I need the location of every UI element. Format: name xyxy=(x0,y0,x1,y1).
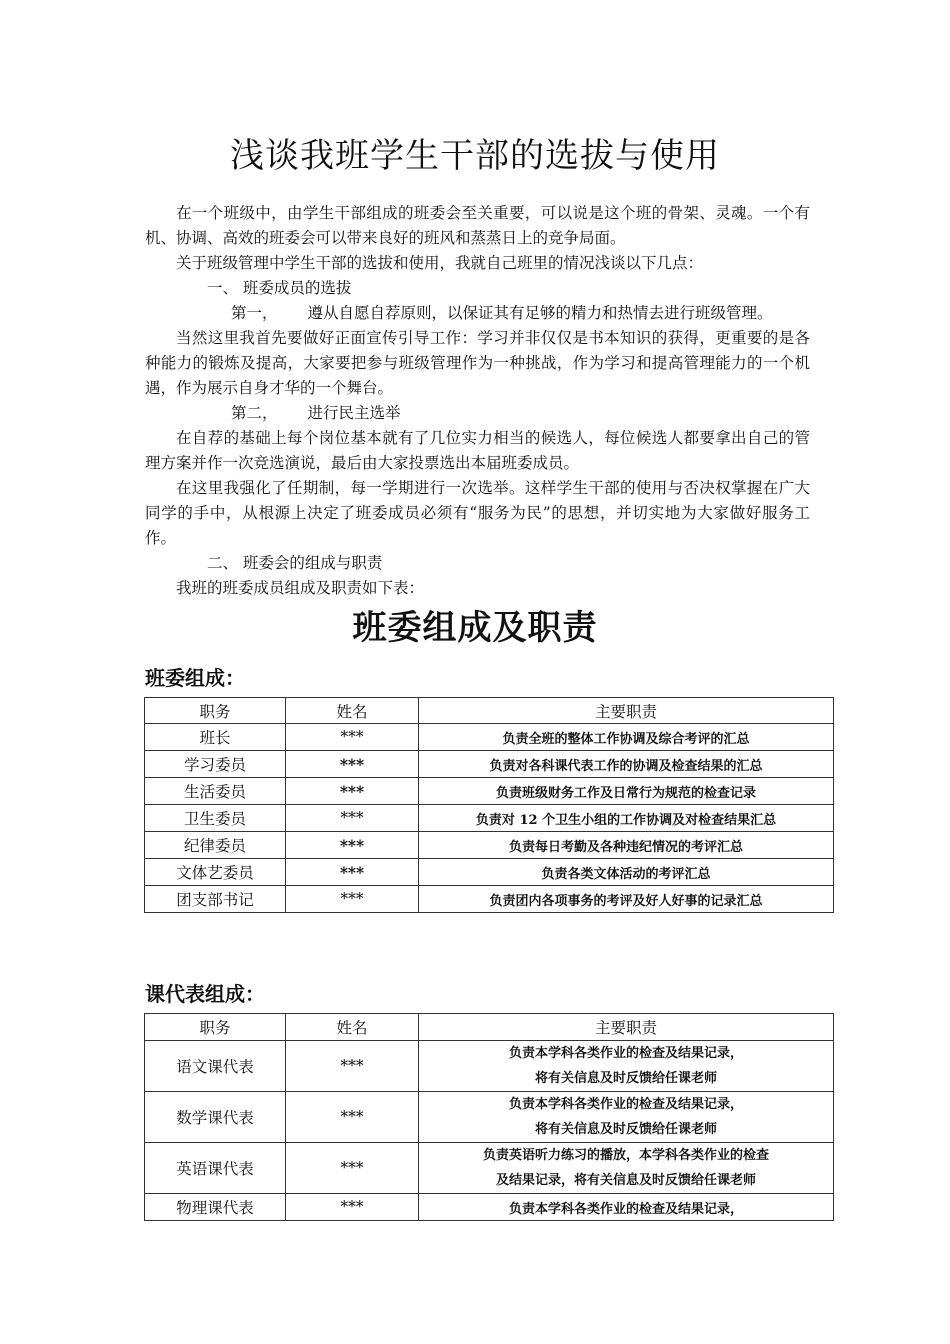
reps-header-duty: 主要职责 xyxy=(419,1014,834,1041)
section-title: 班委组成及职责 xyxy=(352,608,598,648)
role-cell: 纪律委员 xyxy=(145,832,286,859)
committee-heading: 班委组成： xyxy=(145,666,245,690)
point-first-label: 第一， xyxy=(231,304,278,322)
table-row xyxy=(145,1092,834,1143)
reps-table xyxy=(144,1013,834,1221)
paragraph-table-intro: 我班的班委成员组成及职责如下表： xyxy=(176,579,425,597)
duty-line: 负责本学科各类作业的检查及结果记录， xyxy=(508,1097,743,1112)
table-row xyxy=(145,751,834,778)
role-cell: 英语课代表 xyxy=(145,1143,286,1194)
paragraph-term: 在这里我强化了任期制，每一学期进行一次选举。这样学生干部的使用与否决权掌握在广大同学的手中，从根源上决定了班委成员必须有“服务为民”的思想，并切实地为大家做好服务工作。 xyxy=(145,479,810,547)
duty-cell: 负责对 12 个卫生小组的工作协调及对检查结果汇总 xyxy=(419,805,834,832)
duty-line: 及结果记录，将有关信息及时反馈给任课老师 xyxy=(495,1173,756,1188)
table-row xyxy=(145,1041,834,1092)
table-row xyxy=(145,832,834,859)
name-cell: *** xyxy=(286,859,419,886)
name-cell: *** xyxy=(286,1092,419,1143)
table-row xyxy=(145,724,834,751)
committee-table xyxy=(144,697,834,913)
duty-cell: 负责各类文体活动的考评汇总 xyxy=(419,859,834,886)
name-cell: *** xyxy=(286,1194,419,1221)
section-heading-1: 一、 班委成员的选拔 xyxy=(207,279,352,297)
role-cell: 班长 xyxy=(145,724,286,751)
role-cell: 文体艺委员 xyxy=(145,859,286,886)
role-cell: 学习委员 xyxy=(145,751,286,778)
table-row xyxy=(145,1143,834,1194)
duty-cell: 负责全班的整体工作协调及综合考评的汇总 xyxy=(419,724,834,751)
role-cell: 卫生委员 xyxy=(145,805,286,832)
committee-header-row xyxy=(145,698,834,724)
duty-line: 负责英语听力练习的播放，本学科各类作业的检查 xyxy=(482,1148,769,1163)
name-cell: *** xyxy=(286,1143,419,1194)
paragraph-lead: 关于班级管理中学生干部的选拔和使用，我就自己班里的情况浅谈以下几点： xyxy=(176,254,704,272)
point-first xyxy=(145,301,810,326)
table-row xyxy=(145,805,834,832)
duty-cell: 负责本学科各类作业的检查及结果记录， xyxy=(419,1194,834,1221)
point-second-label: 第二， xyxy=(231,404,278,422)
name-cell: *** xyxy=(286,751,419,778)
reps-header-row xyxy=(145,1014,834,1041)
duty-cell: 负责团内各项事务的考评及好人好事的记录汇总 xyxy=(419,886,834,913)
role-cell: 数学课代表 xyxy=(145,1092,286,1143)
point-second-text: 进行民主选举 xyxy=(307,404,401,422)
duty-cell xyxy=(419,1143,834,1194)
name-cell: *** xyxy=(286,832,419,859)
paragraph-first-detail: 当然这里我首先要做好正面宣传引导工作：学习并非仅仅是书本知识的获得，更重要的是各种能力的锻炼及提高，大家要把参与班级管理作为一种挑战，作为学习和提高管理能力的一个机遇，作为展示自身才华的一个舞台。 xyxy=(145,329,810,397)
name-cell: *** xyxy=(286,724,419,751)
committee-header-role: 职务 xyxy=(145,698,286,724)
duty-cell: 负责班级财务工作及日常行为规范的检查记录 xyxy=(419,778,834,805)
duty-cell xyxy=(419,1092,834,1143)
reps-header-role: 职务 xyxy=(145,1014,286,1041)
reps-header-name: 姓名 xyxy=(286,1014,419,1041)
name-cell: *** xyxy=(286,886,419,913)
name-cell: *** xyxy=(286,778,419,805)
duty-cell: 负责每日考勤及各种违纪情况的考评汇总 xyxy=(419,832,834,859)
table-row xyxy=(145,886,834,913)
section-heading-2: 二、 班委会的组成与职责 xyxy=(207,554,383,572)
table-row xyxy=(145,778,834,805)
committee-header-name: 姓名 xyxy=(286,698,419,724)
table-row xyxy=(145,859,834,886)
point-first-text: 遵从自愿自荐原则，以保证其有足够的精力和热情去进行班级管理。 xyxy=(307,304,773,322)
duty-line: 将有关信息及时反馈给任课老师 xyxy=(534,1071,717,1086)
reps-heading: 课代表组成： xyxy=(145,982,265,1006)
role-cell: 生活委员 xyxy=(145,778,286,805)
role-cell: 团支部书记 xyxy=(145,886,286,913)
role-cell: 语文课代表 xyxy=(145,1041,286,1092)
point-second xyxy=(145,401,810,426)
committee-header-duty: 主要职责 xyxy=(419,698,834,724)
duty-line: 负责本学科各类作业的检查及结果记录， xyxy=(508,1046,743,1061)
paragraph-intro: 在一个班级中，由学生干部组成的班委会至关重要，可以说是这个班的骨架、灵魂。一个有机、协调、高效的班委会可以带来良好的班风和蒸蒸日上的竞争局面。 xyxy=(145,204,810,247)
table-row xyxy=(145,1194,834,1221)
duty-cell: 负责对各科课代表工作的协调及检查结果的汇总 xyxy=(419,751,834,778)
duty-cell xyxy=(419,1041,834,1092)
document-title: 浅谈我班学生干部的选拔与使用 xyxy=(230,136,720,176)
role-cell: 物理课代表 xyxy=(145,1194,286,1221)
name-cell: *** xyxy=(286,805,419,832)
duty-line: 将有关信息及时反馈给任课老师 xyxy=(534,1122,717,1137)
paragraph-election: 在自荐的基础上每个岗位基本就有了几位实力相当的候选人，每位候选人都要拿出自己的管理方案并作一次竞选演说，最后由大家投票选出本届班委成员。 xyxy=(145,429,810,472)
name-cell: *** xyxy=(286,1041,419,1092)
